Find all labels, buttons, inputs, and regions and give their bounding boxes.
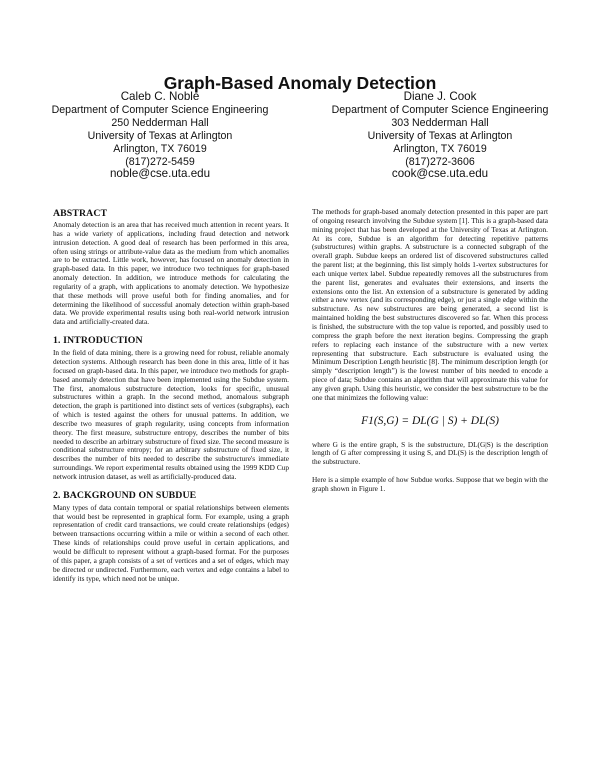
author-address: 250 Nedderman Hall	[111, 116, 209, 129]
author-department: Department of Computer Science Engineering	[331, 103, 549, 116]
author-university: University of Texas at Arlington	[367, 129, 513, 142]
introduction-heading: 1. INTRODUCTION	[53, 335, 143, 347]
abstract-text: Anomaly detection is an area that has received much attention in recent years. It has a wide variety of applications, including fraud detection and network intrusion detection. A good deal of research has been performed in this area, often using strings or attribute-value data as the medium from which anomalies are to be extracted. Little work, however, has focused on anomaly detection in graph-based data. In this paper, we introduce two techniques for graph-based anomaly detection. In addition, we introduce methods for calculating the regularity of a graph, with applications to anomaly detection. We hypothesize that these methods will prove useful both for finding anomalies, and for determining the likelihood of successful anomaly detection within graph-based data. We provide experimental results using both real-world network intrusion data and artificially-created data.	[53, 220, 289, 327]
author-department: Department of Computer Science Engineering	[51, 103, 269, 116]
author-email: cook@cse.uta.edu	[391, 167, 489, 181]
author-email: noble@cse.uta.edu	[109, 167, 211, 181]
author-phone: (817)272-5459	[125, 155, 195, 168]
author-name: Caleb C. Noble	[120, 90, 200, 103]
author-block-cook	[305, 91, 575, 181]
author-block-noble	[25, 91, 295, 181]
left-column	[53, 208, 289, 583]
abstract-heading: ABSTRACT	[53, 208, 108, 219]
author-city: Arlington, TX 76019	[393, 142, 487, 155]
author-phone: (817)272-3606	[405, 155, 475, 168]
paper-title: Graph-Based Anomaly Detection	[163, 73, 437, 93]
right-column	[312, 208, 548, 494]
background-paragraph-3: where G is the entire graph, S is the substructure, DL(G|S) is the description length of G after compressing it using S, and DL(S) is the description length of the substructure.	[312, 439, 548, 467]
author-address: 303 Nedderman Hall	[391, 116, 489, 129]
background-paragraph-4: Here is a simple example of how Subdue works. Suppose that we begin with the graph shown in Figure 1.	[312, 474, 548, 493]
mdl-formula: F1(S,G) = DL(G | S) + DL(S)	[361, 414, 499, 427]
author-name: Diane J. Cook	[403, 90, 477, 103]
background-paragraph-2: The methods for graph-based anomaly detection presented in this paper are part of ongoing research involving the Subdue system [1]. This is a graph-based data mining project that has been developed at the University of Texas at Arlington. At its core, Subdue is an algorithm for detecting repetitive patterns (substructures) within graphs. A substructure is a connected subgraph of the overall graph. Subdue keeps an ordered list of discovered substructures called the parent list; at the beginning, this list simply holds 1-vertex substructures for each unique vertex label. Subdue repeatedly removes all the substructures from the parent list, generates and evaluates their extensions, and inserts the extensions onto the list. An extension of a substructure is generated by adding either a new vertex (and its corresponding edge), or just a single edge within the substructure. As new substructures are being generated, a second list is maintained holding the best substructures discovered so far. When this process is finished, the substructure with the top value is reported, and possibly used to compress the graph before the next iteration begins. Compressing the graph refers to replacing each instance of the substructure with a new vertex representing that substructure. Each substructure is evaluated using the Minimum Description Length heuristic [8]. The minimum description length (or simply “description length”) is the lowest number of bits needed to encode a piece of data; Subdue contains an algorithm that will approximate this value for any given graph. Using this heuristic, we consider the best substructure to be the one that minimizes the following value:	[312, 207, 548, 402]
background-paragraph-1: Many types of data contain temporal or spatial relationships between elements that would best be represented in graphical form. For example, using a graph representation of credit card transactions, we could create relationships (edges) between transactions occurring within a mile or within a second of each other. These kinds of relationships could prove useful in certain applications, and would be difficult to represent without a graph-based format. For the purposes of this paper, a graph consists of a set of vertices and a set of edges, which may be directed or undirected. Furthermore, each vertex and edge contains a label to identify its type, which need not be unique.	[53, 502, 289, 583]
author-university: University of Texas at Arlington	[87, 129, 233, 142]
background-heading: 2. BACKGROUND ON SUBDUE	[53, 489, 197, 501]
introduction-text: In the field of data mining, there is a growing need for robust, reliable anomaly detection systems. Although research has been done in this area, little of it has focused on graph-based data. In this paper, we introduce two methods for graph-based anomaly detection that have been implemented using the Subdue system. The first, anomalous substructure detection, looks for specific, unusual substructures within a graph. In the second method, anomalous subgraph detection, the graph is partitioned into distinct sets of vertices (subgraphs), each of which is tested against the others for unusual patterns. In addition, we describe two measures of graph regularity, using concepts from information theory. The first measure, substructure entropy, describes the number of bits needed to describe an arbitrary substructure of fixed size. The second measure is conditional substructure entropy; for an arbitrary substructure of fixed size, it describes the number of bits needed to describe the substructure's immediate surroundings. We report experimental results obtained using the 1999 KDD Cup network intrusion dataset, as well as artificially-produced data.	[53, 348, 289, 481]
author-city: Arlington, TX 76019	[113, 142, 207, 155]
